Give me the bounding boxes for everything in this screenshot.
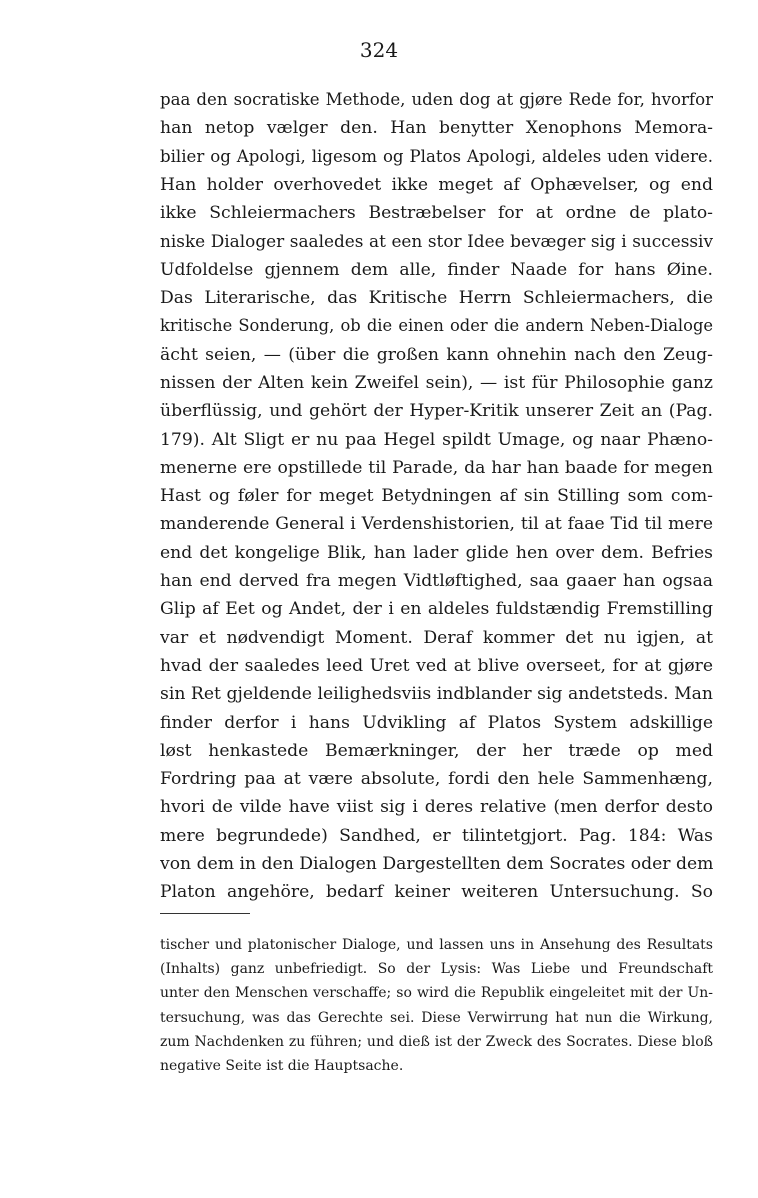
footnote-line: tersuchung, was das Gerechte sei. Diese Verwirrung hat nun die Wirkung, (160, 1009, 713, 1026)
body-line: Udfoldelse gjennem dem alle, finder Naade for hans Øine. (160, 259, 713, 280)
footnote-line: negative Seite ist die Hauptsache. (160, 1057, 404, 1074)
body-line: menerne ere opstillede til Parade, da har han baade for megen (160, 457, 713, 478)
body-line: Hast og føler for meget Betydningen af sin Stilling som com- (160, 486, 713, 507)
body-line: Glip af Eet og Andet, der i en aldeles fuldstændig Fremstilling (160, 599, 713, 620)
body-line: var et nødvendigt Moment. Deraf kommer det nu igjen, at (160, 627, 713, 648)
body-line: end det kongelige Blik, han lader glide hen over dem. Befries (160, 542, 713, 563)
main-text-block (160, 86, 713, 907)
body-line: paa den socratiske Methode, uden dog at gjøre Rede for, hvorfor (160, 90, 713, 109)
footnote-divider (160, 913, 250, 914)
body-line: ikke Schleiermachers Bestræbelser for at ordne de plato- (160, 203, 713, 224)
body-line: kritische Sonderung, ob die einen oder die andern Neben-Dialoge (160, 316, 713, 336)
body-line: überflüssig, und gehört der Hyper-Kritik unserer Zeit an (Pag. (160, 401, 713, 422)
body-line: Fordring paa at være absolute, fordi den hele Sammenhæng, (160, 769, 713, 790)
footnote-line: (Inhalts) ganz unbefriedigt. So der Lysis: Was Liebe und Freundschaft (160, 961, 713, 978)
body-line: hvori de vilde have viist sig i deres relative (men derfor desto (160, 797, 713, 818)
body-line: hvad der saaledes leed Uret ved at blive overseet, for at gjøre (160, 655, 713, 676)
body-line: von dem in den Dialogen Dargestellten dem Socrates oder dem (160, 854, 713, 875)
page-number: 324 (359, 38, 399, 62)
body-line: han end derved fra megen Vidtløftighed, saa gaaer han ogsaa (160, 571, 713, 592)
body-line: manderende General i Verdenshistorien, til at faae Tid til mere (160, 514, 713, 535)
body-line: nissen der Alten kein Zweifel sein), — ist für Philosophie ganz (160, 372, 713, 393)
body-line: niske Dialoger saaledes at een stor Idee bevæger sig i successiv (160, 231, 713, 252)
body-line: sin Ret gjeldende leilighedsviis indblander sig andetsteds. Man (160, 684, 713, 705)
body-line: finder derfor i hans Udvikling af Platos System adskillige (160, 712, 713, 733)
footnote-line: unter den Menschen verschaffe; so wird die Republik eingeleitet mit der Un- (160, 985, 713, 1002)
body-line: 179). Alt Sligt er nu paa Hegel spildt Umage, og naar Phæno- (160, 429, 713, 450)
body-line: bilier og Apologi, ligesom og Platos Apologi, aldeles uden videre. (160, 146, 713, 166)
body-line: mere begrundede) Sandhed, er tilintetgjort. Pag. 184: Was (160, 825, 713, 846)
body-line: Han holder overhovedet ikke meget af Ophævelser, og end (160, 174, 713, 195)
body-line: han netop vælger den. Han benytter Xenophons Memora- (160, 118, 713, 139)
body-line: Das Literarische, das Kritische Herrn Schleiermachers, die (160, 288, 713, 309)
body-line: ächt seien, — (über die großen kann ohnehin nach den Zeug- (160, 344, 713, 365)
body-line: Platon angehöre, bedarf keiner weiteren Untersuchung. So (160, 882, 713, 903)
footnote-block (160, 933, 713, 1078)
body-line: løst henkastede Bemærkninger, der her træde op med (160, 740, 713, 761)
footnote-line: zum Nachdenken zu führen; und dieß ist der Zweck des Socrates. Diese bloß (160, 1033, 713, 1050)
footnote-line: tischer und platonischer Dialoge, und lassen uns in Ansehung des Resultats (160, 937, 713, 953)
